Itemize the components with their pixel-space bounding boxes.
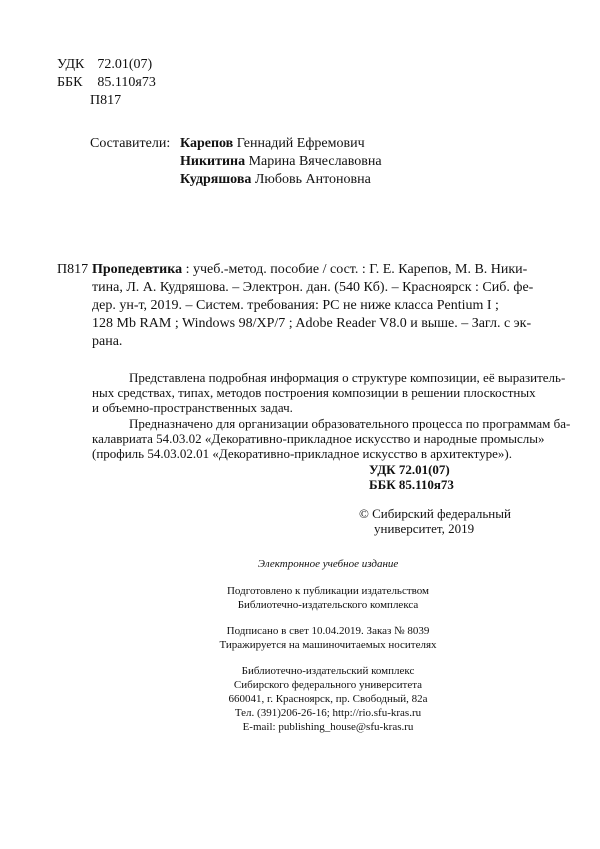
biblio-mark: П817 bbox=[57, 262, 89, 277]
phone-line: Тел. (391)206-26-16; http://rio.sfu-kras.ru bbox=[234, 707, 422, 719]
bbk-bold: ББК 85.110я73 bbox=[369, 477, 454, 492]
bbk-label: ББК bbox=[57, 75, 83, 90]
annotation-p1-line-1: Представлена подробная информация о структуре композиции, её выразитель- bbox=[129, 370, 566, 385]
annotation-p1-line-3: и объемно-пространственных задач. bbox=[92, 400, 293, 415]
publisher-line-1: Библиотечно-издательский комплекс bbox=[241, 665, 415, 677]
udk-value: 72.01(07) bbox=[97, 57, 153, 72]
biblio-line-3: дер. ун-т, 2019. – Систем. требования: PC не ниже класса Pentium I ; bbox=[92, 298, 499, 313]
annotation-p2-line-1: Предназначено для организации образовательного процесса по программам ба- bbox=[129, 416, 571, 431]
compiler-1 bbox=[180, 135, 365, 153]
compilers-label: Составители: bbox=[90, 136, 171, 151]
compiler-1-given: Геннадий Ефремович bbox=[233, 136, 365, 151]
biblio-line-5: рана. bbox=[92, 334, 123, 349]
biblio-line-4: 128 Mb RAM ; Windows 98/XP/7 ; Adobe Reader V8.0 и выше. – Загл. с эк- bbox=[92, 316, 532, 331]
copyright-line-1: © Сибирский федеральный bbox=[359, 506, 511, 521]
email-line: E-mail: publishing_house@sfu-kras.ru bbox=[242, 721, 414, 733]
address-line: 660041, г. Красноярск, пр. Свободный, 82а bbox=[228, 693, 428, 705]
udk-bold: УДК 72.01(07) bbox=[369, 462, 450, 477]
biblio-line-1-rest: : учеб.-метод. пособие / сост. : Г. Е. Карепов, М. В. Ники- bbox=[182, 262, 528, 277]
author-mark: П817 bbox=[90, 93, 122, 108]
annotation-p1-line-2: ных средствах, типах, методов построения композиции в решении плоскостных bbox=[92, 385, 536, 400]
copies-line: Тиражируется на машиночитаемых носителях bbox=[219, 639, 437, 651]
book-title: Пропедевтика bbox=[92, 262, 183, 277]
udk-label: УДК bbox=[57, 57, 85, 72]
publisher-line-2: Сибирского федерального университета bbox=[233, 679, 423, 691]
signed-line: Подписано в свет 10.04.2019. Заказ № 8039 bbox=[226, 625, 430, 637]
compiler-2 bbox=[180, 153, 382, 171]
udk-line bbox=[57, 56, 152, 74]
biblio-line-2: тина, Л. А. Кудряшова. – Электрон. дан. (540 Кб). – Красноярск : Сиб. фе- bbox=[92, 280, 534, 295]
compiler-1-surname: Карепов bbox=[180, 136, 234, 151]
compiler-3-surname: Кудряшова bbox=[180, 172, 252, 187]
prepared-line-1: Подготовлено к публикации издательством bbox=[226, 585, 430, 597]
bbk-line bbox=[57, 74, 156, 92]
bbk-value: 85.110я73 bbox=[97, 75, 156, 90]
annotation-p2-line-2: калавриата 54.03.02 «Декоративно-прикладное искусство и народные промыслы» bbox=[92, 431, 545, 446]
biblio-line-1 bbox=[92, 261, 527, 279]
edition-type: Электронное учебное издание bbox=[257, 558, 399, 570]
compiler-2-given: Марина Вячеславовна bbox=[245, 154, 382, 169]
prepared-line-2: Библиотечно-издательского комплекса bbox=[237, 599, 419, 611]
copyright-line-2: университет, 2019 bbox=[374, 521, 475, 536]
annotation-p2-line-3: (профиль 54.03.02.01 «Декоративно-прикладное искусство в архитектуре»). bbox=[92, 446, 512, 461]
compiler-2-surname: Никитина bbox=[180, 154, 246, 169]
compiler-3 bbox=[180, 171, 371, 189]
compiler-3-given: Любовь Антоновна bbox=[251, 172, 371, 187]
